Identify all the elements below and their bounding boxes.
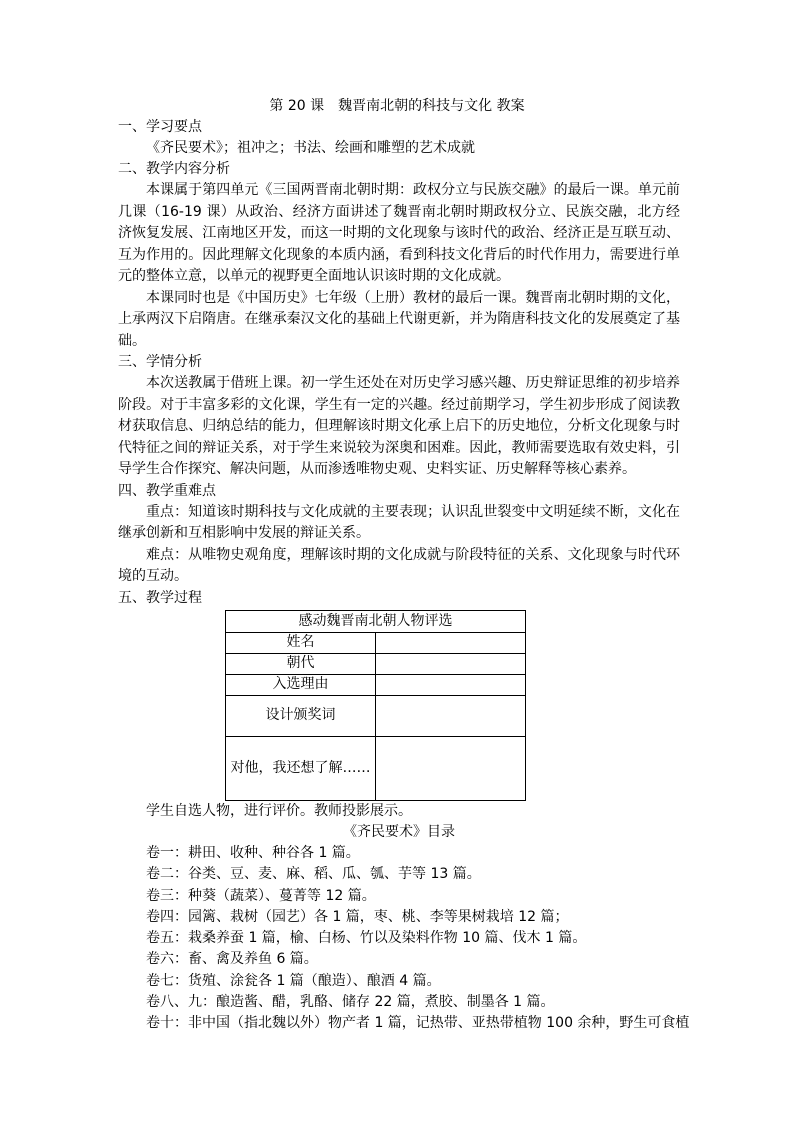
evaluation-table — [225, 610, 526, 801]
page-title: 第 20 课 魏晋南北朝的科技与文化 教案 — [269, 98, 525, 114]
row-value-cell — [376, 632, 526, 653]
section-heading-5: 五、教学过程 — [118, 589, 202, 606]
toc-item: 卷五：栽桑养蚕 1 篇，榆、白杨、竹以及染料作物 10 篇、伐木 1 篇。 — [146, 930, 587, 947]
document-body — [118, 117, 690, 1035]
section-heading-2: 二、教学内容分析 — [118, 161, 230, 177]
table-header-row — [226, 610, 526, 632]
section-heading-3: 三、学情分析 — [118, 354, 202, 370]
toc-item: 卷七：货殖、涂瓮各 1 篇（酿造）、酿酒 4 篇。 — [146, 972, 441, 989]
toc-title: 《齐民要术》目录 — [343, 824, 455, 840]
content-analysis-paragraph-2: 本课同时也是《中国历史》七年级（上册）教材的最后一课。魏晋南北朝时期的文化，上承两汉下启隋唐。在继承秦汉文化的基础上代谢更新，并为隋唐科技文化的发展奠定了基础。 — [118, 289, 680, 349]
toc-item: 卷六：畜、禽及养鱼 6 篇。 — [146, 951, 318, 968]
toc-item: 卷二：谷类、豆、麦、麻、稻、瓜、瓠、芋等 13 篇。 — [146, 866, 481, 883]
toc-item: 卷三：种葵（蔬菜）、蔓菁等 12 篇。 — [146, 887, 376, 904]
difficult-points-paragraph: 难点：从唯物史观角度，理解该时期的文化成就与阶段特征的关系、文化现象与时代环境的互动。 — [118, 546, 680, 584]
student-analysis-paragraph: 本次送教属于借班上课。初一学生还处在对历史学习感兴趣、历史辩证思维的初步培养阶段。对于丰富多彩的文化课，学生有一定的兴趣。经过前期学习，学生初步形成了阅读教材获取信息、归纳总结的能力，但理解该时期文化承上启下的历史地位，分析文化现象与时代特征之间的辩证关系，对于学生来说较为深奥和困难。因此，教师需要选取有效史料，引导学生合作探究、解决问题，从而渗透唯物史观、史料实证、历史解释等核心素养。 — [118, 375, 680, 477]
table-row — [226, 653, 526, 674]
row-label-name: 姓名 — [226, 632, 376, 653]
row-label-more-to-know: 对他，我还想了解…… — [226, 736, 376, 800]
row-label-dynasty: 朝代 — [226, 653, 376, 674]
section-heading-1: 一、学习要点 — [118, 119, 202, 135]
table-title: 感动魏晋南北朝人物评选 — [226, 610, 526, 632]
key-points-paragraph: 重点：知道该时期科技与文化成就的主要表现；认识乱世裂变中文明延续不断，文化在继承创新和互相影响中发展的辩证关系。 — [118, 503, 680, 541]
content-analysis-paragraph-1: 本课属于第四单元《三国两晋南北朝时期：政权分立与民族交融》的最后一课。单元前几课（16-19 课）从政治、经济方面讲述了魏晋南北朝时期政权分立、民族交融，北方经济恢复发展、江南地区开发，而这一时期的文化现象与该时代的政治、经济正是互联互动、互为作用的。因此理解文化现象的本质内涵，看到科技文化背后的时代作用力，需要进行单元的整体立意，以单元的视野更全面地认识该时期的文化成就。 — [118, 182, 680, 284]
row-label-award-speech: 设计颁奖词 — [226, 695, 376, 736]
section-heading-4: 四、教学重难点 — [118, 482, 216, 499]
row-value-cell — [376, 653, 526, 674]
table-row — [226, 736, 526, 800]
row-value-cell — [376, 695, 526, 736]
after-table-text: 学生自选人物，进行评价。教师投影展示。 — [146, 802, 412, 819]
toc-item: 卷一：耕田、收种、种谷各 1 篇。 — [146, 845, 360, 861]
table-row — [226, 674, 526, 695]
toc-item: 卷八、九：酿造酱、醋，乳酪、储存 22 篇，煮胶、制墨各 1 篇。 — [146, 994, 555, 1011]
row-value-cell — [376, 736, 526, 800]
table-row — [226, 632, 526, 653]
table-row — [226, 695, 526, 736]
row-label-reason: 入选理由 — [226, 674, 376, 695]
toc-item: 卷四：园篱、栽树（园艺）各 1 篇，枣、桃、李等果树栽培 12 篇； — [146, 908, 569, 925]
learning-points-text: 《齐民要术》；祖冲之；书法、绘画和雕塑的艺术成就 — [146, 140, 475, 156]
toc-item: 卷十：非中国（指北魏以外）物产者 1 篇，记热带、亚热带植物 100 余种，野生可食植 — [146, 1015, 690, 1032]
row-value-cell — [376, 674, 526, 695]
